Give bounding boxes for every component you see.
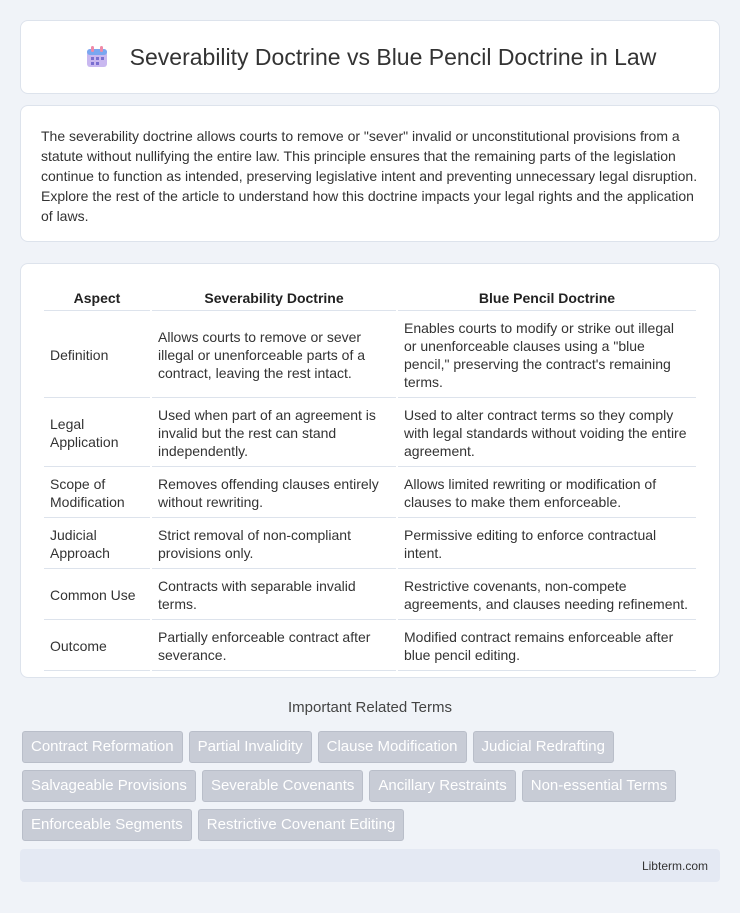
table-cell: Permissive editing to enforce contractual intent. [398, 520, 696, 569]
table-cell: Enables courts to modify or strike out illegal or unenforceable clauses using a "blue pencil," preserving the contract's remaining terms. [398, 313, 696, 398]
table-row [44, 622, 696, 671]
calendar-icon [84, 44, 110, 70]
table-row [44, 469, 696, 518]
related-term-tag[interactable]: Partial Invalidity [189, 731, 312, 763]
comparison-table-card [20, 263, 720, 678]
table-cell: Removes offending clauses entirely without rewriting. [152, 469, 396, 518]
footer-site-link[interactable]: Libterm.com [641, 858, 708, 873]
table-cell: Strict removal of non-compliant provisions only. [152, 520, 396, 569]
related-term-tag[interactable]: Judicial Redrafting [473, 731, 614, 763]
related-terms-list [22, 731, 722, 841]
related-term-tag[interactable]: Clause Modification [318, 731, 467, 763]
column-header: Aspect [44, 286, 150, 311]
related-term-tag[interactable]: Enforceable Segments [22, 809, 192, 841]
table-cell: Definition [44, 313, 150, 398]
table-cell: Restrictive covenants, non-compete agreements, and clauses needing refinement. [398, 571, 696, 620]
intro-card [20, 105, 720, 242]
comparison-table [42, 284, 698, 673]
table-cell: Allows courts to remove or sever illegal or unenforceable parts of a contract, leaving the rest intact. [152, 313, 396, 398]
intro-text: The severability doctrine allows courts to remove or "sever" invalid or unconstitutional provisions from a statute without nullifying the entire law. This principle ensures that the remaining parts of the legislation continue to function as intended, preserving legislative intent and preventing unnecessary legal disruption. Explore the rest of the article to understand how this doctrine impacts your legal rights and the application of laws. [41, 128, 698, 224]
related-term-tag[interactable]: Severable Covenants [202, 770, 363, 802]
related-term-tag[interactable]: Non-essential Terms [522, 770, 676, 802]
table-cell: Common Use [44, 571, 150, 620]
table-cell: Judicial Approach [44, 520, 150, 569]
table-cell: Partially enforceable contract after severance. [152, 622, 396, 671]
column-header: Blue Pencil Doctrine [398, 286, 696, 311]
table-cell: Allows limited rewriting or modification of clauses to make them enforceable. [398, 469, 696, 518]
table-cell: Scope of Modification [44, 469, 150, 518]
page-title: Severability Doctrine vs Blue Pencil Doctrine in Law [129, 43, 657, 70]
related-terms-title: Important Related Terms [288, 699, 452, 716]
table-row [44, 520, 696, 569]
related-term-tag[interactable]: Restrictive Covenant Editing [198, 809, 404, 841]
title-card [20, 20, 720, 94]
table-cell: Outcome [44, 622, 150, 671]
table-cell: Legal Application [44, 400, 150, 467]
table-row [44, 571, 696, 620]
table-row [44, 400, 696, 467]
table-header-row [44, 286, 696, 311]
footer [20, 849, 720, 882]
table-cell: Used to alter contract terms so they comply with legal standards without voiding the entire agreement. [398, 400, 696, 467]
related-term-tag[interactable]: Salvageable Provisions [22, 770, 196, 802]
related-term-tag[interactable]: Ancillary Restraints [369, 770, 515, 802]
table-cell: Used when part of an agreement is invalid but the rest can stand independently. [152, 400, 396, 467]
table-cell: Contracts with separable invalid terms. [152, 571, 396, 620]
table-cell: Modified contract remains enforceable after blue pencil editing. [398, 622, 696, 671]
related-term-tag[interactable]: Contract Reformation [22, 731, 183, 763]
column-header: Severability Doctrine [152, 286, 396, 311]
table-row [44, 313, 696, 398]
